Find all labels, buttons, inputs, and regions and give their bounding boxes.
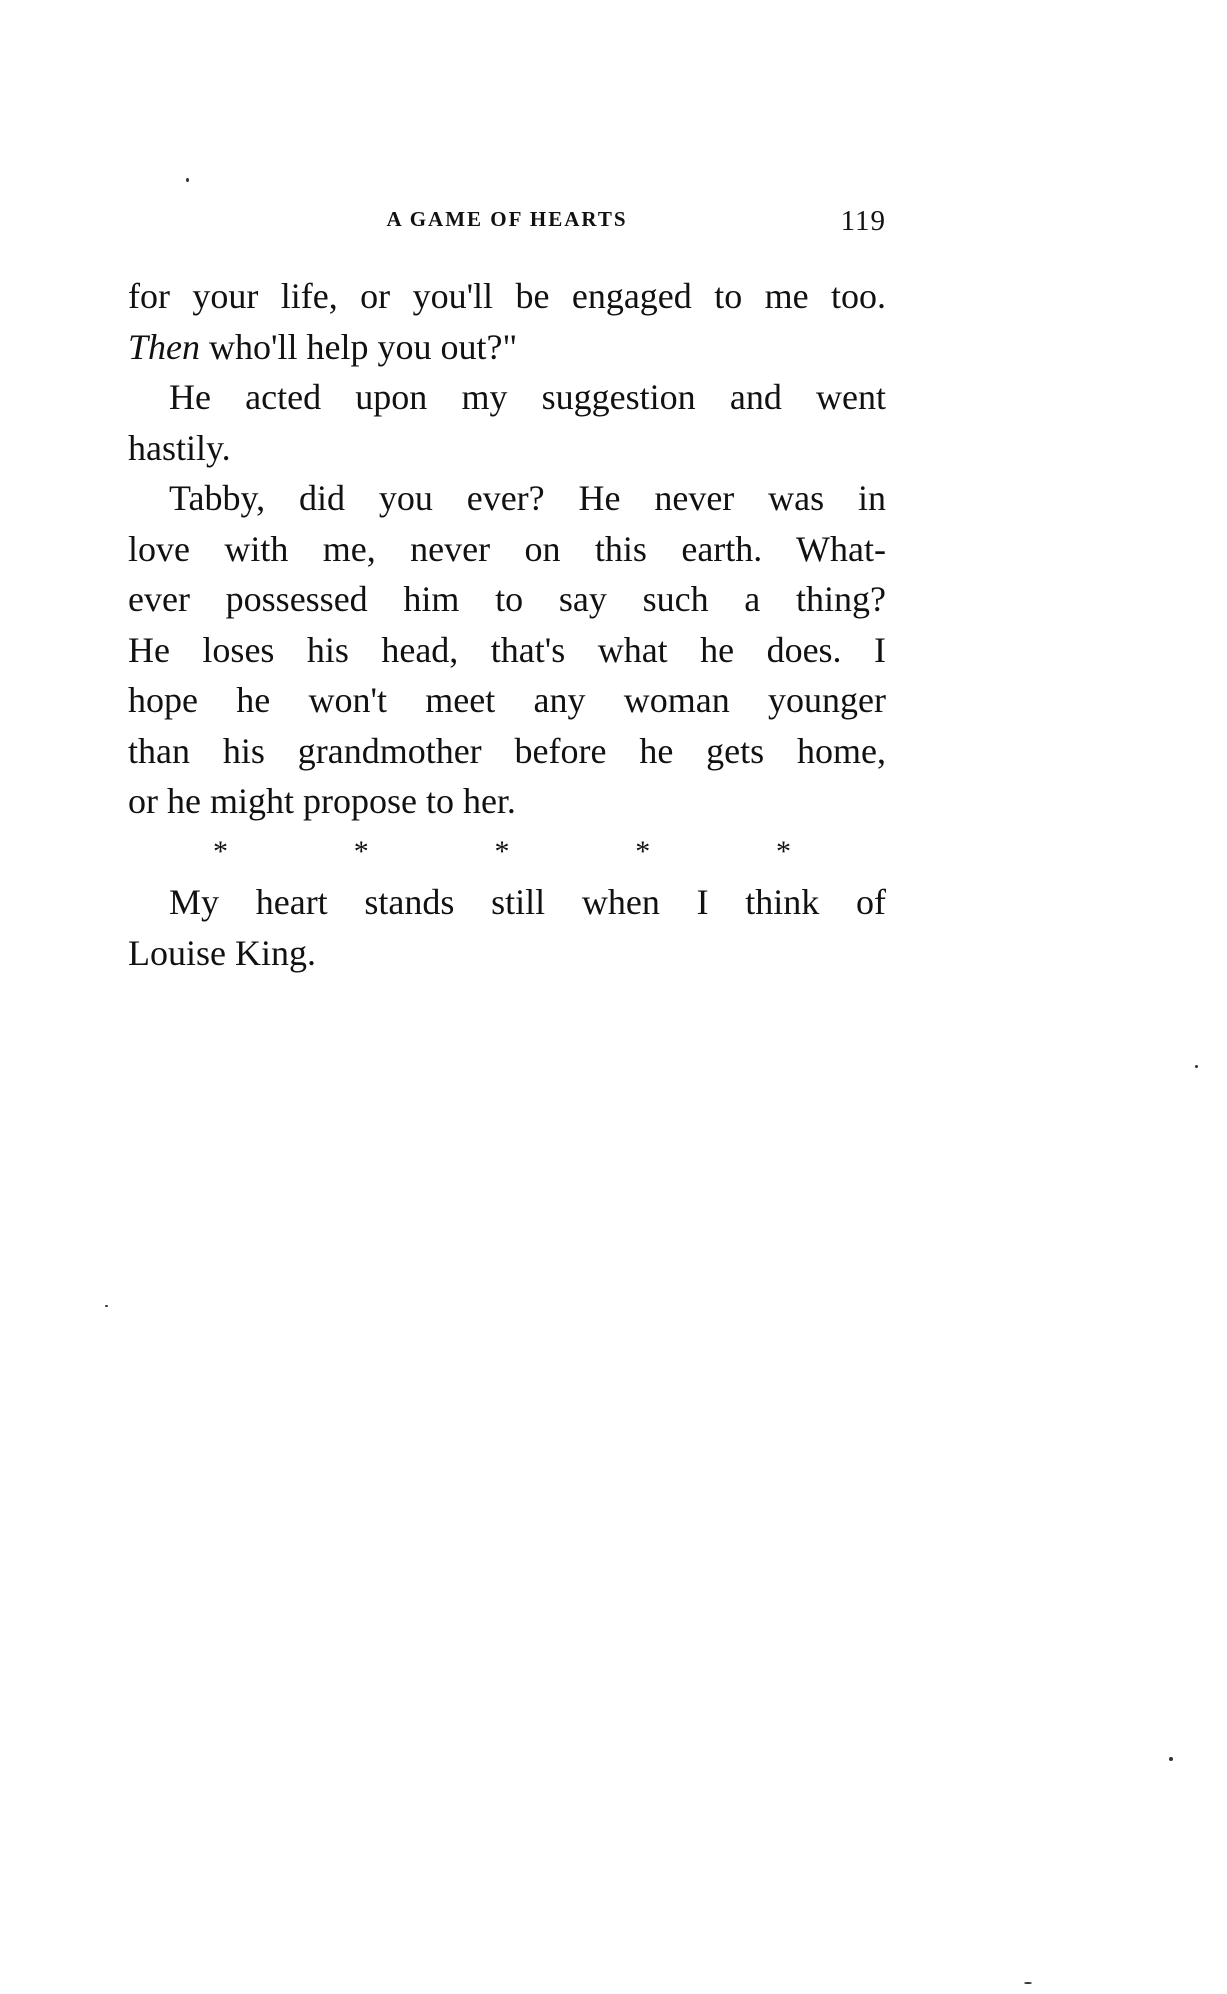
text-line [128,322,886,373]
page-number: 119 [840,205,886,237]
asterisk: * [353,834,369,868]
running-title: A GAME OF HEARTS [386,207,628,231]
scan-speck [186,178,189,182]
text-run: who'll help you out?" [200,326,518,367]
text-line: than his grandmother before he gets home, [128,730,886,771]
asterisk: * [213,834,228,868]
text-line: He acted upon my suggestion and went [169,377,886,417]
asterisk: * [635,834,651,868]
italic-word: Then [128,326,200,367]
text-line: hope he won't meet any woman younger [128,680,886,720]
running-head [128,207,886,237]
scan-speck [1195,1065,1198,1068]
scan-speck [1169,1757,1173,1761]
body-text [128,271,886,978]
paragraph [128,372,886,473]
text-line: My heart stands still when I think of [169,882,886,922]
text-line: ever possessed him to say such a thing? [128,579,886,619]
paragraph [128,877,886,978]
text-line: hastily. [128,427,231,468]
scan-speck [1024,1982,1032,1984]
paragraph [128,473,886,827]
asterisk: * [494,834,510,868]
text-line: He loses his head, that's what he does. I [128,629,886,670]
asterisk: * [776,834,791,868]
scan-speck [105,1305,108,1307]
text-line: or he might propose to her. [128,781,516,821]
text-line: for your life, or you'll be engaged to me too. [128,276,886,316]
text-line: love with me, never on this earth. What- [128,528,886,569]
section-break [213,827,791,878]
paragraph [128,271,886,372]
text-line: Tabby, did you ever? He never was in [169,478,886,518]
text-line: Louise King. [128,932,316,973]
